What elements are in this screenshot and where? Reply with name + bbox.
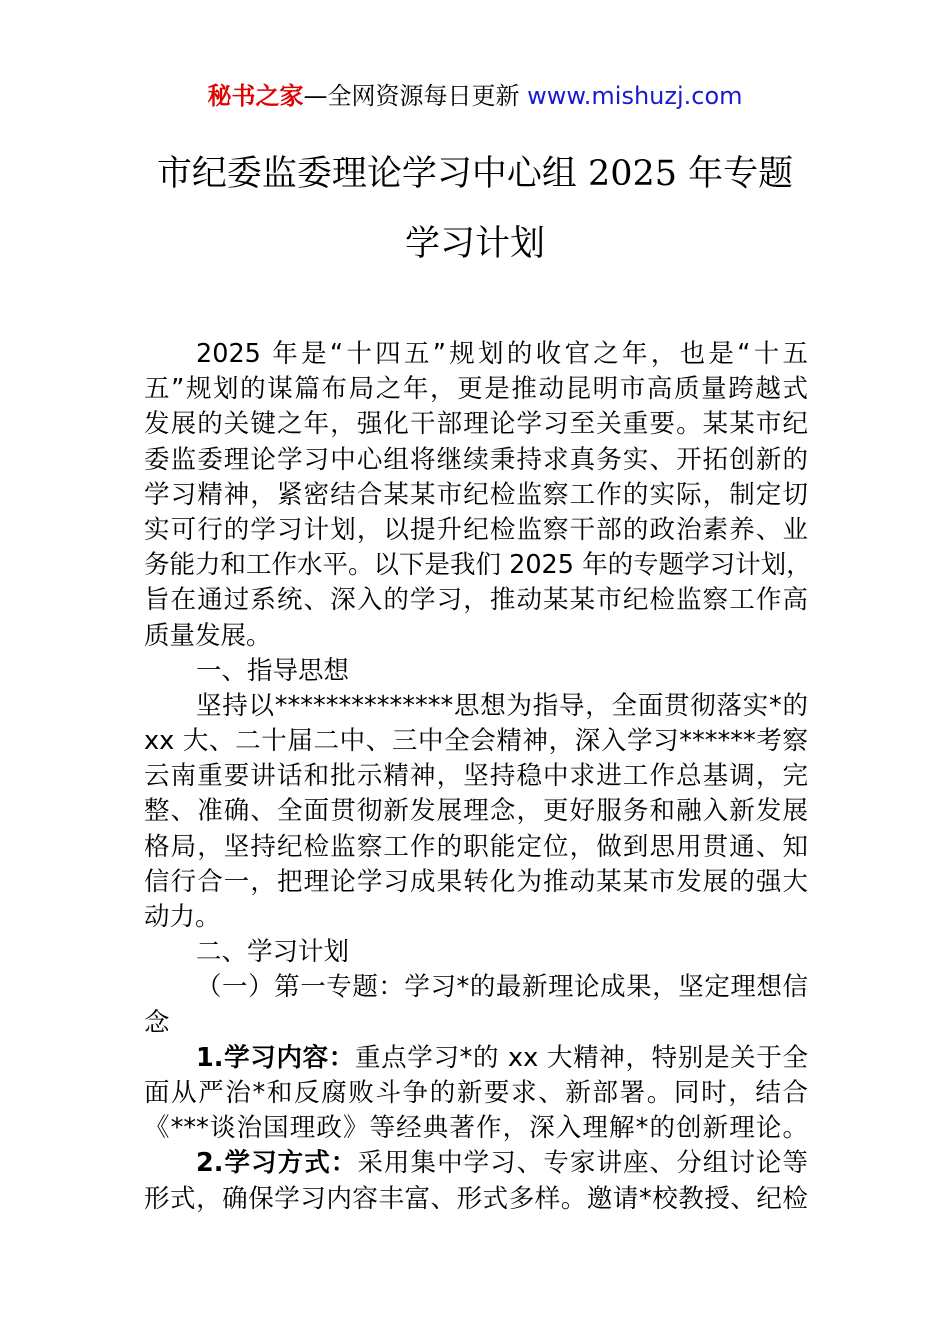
body-line: 格局，坚持纪检监察工作的职能定位，做到思用贯通、知 (144, 831, 808, 862)
body-line: 质量发展。 (144, 620, 272, 651)
body-line: 形式，确保学习内容丰富、形式多样。邀请*校教授、纪检 (144, 1183, 808, 1214)
body-line: 坚持以**************思想为指导，全面贯彻落实*的 (196, 690, 808, 721)
body-line: 整、准确、全面贯彻新发展理念，更好服务和融入新发展 (144, 796, 808, 827)
subsection-heading-topic-1: （一）第一专题：学习*的最新理论成果，坚定理想信 (196, 972, 808, 1003)
document-title-line-2: 学习计划 (404, 224, 545, 264)
body-line: 面从严治*和反腐败斗争的新要求、新部署。同时，结合 (144, 1077, 808, 1108)
body-line: 云南重要讲话和批示精神，坚持稳中求进工作总基调，完 (144, 761, 808, 792)
study-content-text: 重点学习*的 xx 大精神，特别是关于全 (354, 1042, 808, 1073)
body-line: 《***谈治国理政》等经典著作，深入理解*的创新理论。 (144, 1113, 808, 1144)
body-line: 务能力和工作水平。以下是我们 2025 年的专题学习计划， (144, 550, 812, 581)
site-brand: 秘书之家 (207, 82, 304, 110)
body-line: 委监委理论学习中心组将继续秉持求真务实、开拓创新的 (144, 444, 808, 475)
study-content-label: 1.学习内容： (196, 1042, 355, 1073)
document-title-line-1: 市纪委监委理论学习中心组 2025 年专题 (156, 154, 794, 194)
study-method-line (144, 1146, 808, 1181)
study-method-text: 采用集中学习、专家讲座、分组讨论等 (357, 1148, 808, 1179)
body-line: 2025 年是“十四五”规划的收官之年，也是“十五 (196, 339, 808, 369)
body-line: 信行合一，把理论学习成果转化为推动某某市发展的强大 (144, 866, 808, 897)
subsection-heading-topic-1-cont: 念 (144, 1007, 170, 1038)
body-line: 动力。 (144, 902, 221, 932)
body-line: xx 大、二十届二中、三中全会精神，深入学习******考察 (144, 726, 808, 757)
section-heading-guiding-thought: 一、指导思想 (196, 655, 350, 686)
study-content-line (144, 1041, 808, 1076)
site-url-link[interactable]: www.mishuzj.com (527, 82, 743, 110)
document-body (144, 337, 812, 1217)
body-line: 旨在通过系统、深入的学习，推动某某市纪检监察工作高 (144, 585, 808, 616)
body-line: 学习精神，紧密结合某某市纪检监察工作的实际，制定切 (144, 479, 808, 510)
section-heading-study-plan: 二、学习计划 (196, 937, 350, 968)
site-tagline: —全网资源每日更新 (303, 82, 520, 110)
body-line: 实可行的学习计划，以提升纪检监察干部的政治素养、业 (144, 514, 808, 545)
site-header (0, 80, 950, 112)
study-method-label: 2.学习方式： (196, 1148, 358, 1179)
body-line: 发展的关键之年，强化干部理论学习至关重要。某某市纪 (144, 409, 808, 440)
body-line: 五”规划的谋篇布局之年，更是推动昆明市高质量跨越式 (144, 374, 808, 405)
